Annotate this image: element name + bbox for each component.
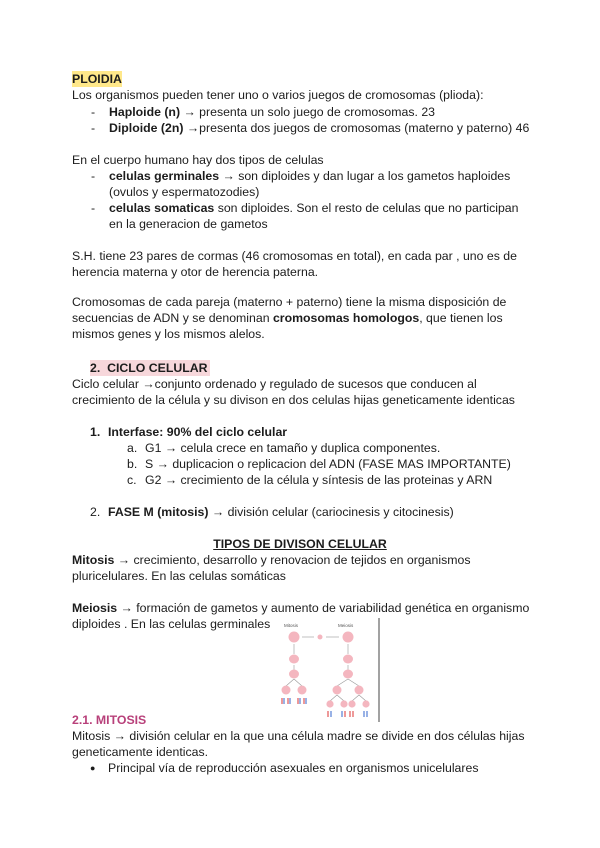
term-germinales: celulas germinales [109, 169, 220, 183]
cell-icon [343, 632, 354, 643]
tipos-meiosis-line-1 [72, 600, 529, 616]
mitosis-section-line-2: geneticamente identicas. [72, 745, 209, 759]
fasem-number: 2. [90, 505, 101, 519]
fasem-item [108, 504, 454, 520]
ploidia-heading: PLOIDIA [72, 72, 122, 86]
cell-icon [318, 635, 323, 640]
list-marker: - [91, 169, 96, 183]
cell-icon [362, 700, 369, 707]
cell-icon [289, 632, 300, 643]
list-marker: - [91, 105, 96, 119]
connector-line [352, 695, 359, 701]
list-marker: - [91, 121, 96, 135]
ciclo-line-2: crecimiento de la célula y su divison en dos celulas hijas geneticamente identicas [72, 393, 515, 407]
phase-s: S → duplicacion o replicacion del ADN (FASE MAS IMPORTANTE) [145, 457, 511, 471]
mitosis-section-line-1: Mitosis → división celular en la que una célula madre se divide en dos células hijas [72, 729, 525, 743]
phase-marker: a. [127, 441, 138, 455]
ploidia-intro: Los organismos pueden tener uno o varios juegos de cromosomas (plioda): [72, 88, 484, 102]
homologos-pre: secuencias de ADN y se denominan [72, 311, 273, 325]
term-diploide: Diploide (2n) [109, 121, 184, 135]
cell-icon [340, 700, 347, 707]
somaticas-desc: son diploides. Son el resto de celulas que no participan [214, 201, 519, 215]
fasem-label: FASE M (mitosis) [108, 505, 209, 519]
ciclo-line-1: Ciclo celular →conjunto ordenado y regulado de sucesos que conducen al [72, 377, 477, 391]
connector-line [359, 695, 366, 701]
connector-line [330, 695, 337, 701]
list-item-haploide [109, 104, 435, 120]
list-item-diploide [109, 120, 529, 136]
diagram-right-label: Meiosis [338, 623, 354, 628]
mitosis-bullet: Principal vía de reproducción asexuales en organismos unicelulares [108, 761, 479, 775]
mitosis-meiosis-diagram [268, 618, 380, 722]
somaticas-cont: en la generacion de gametos [109, 217, 268, 231]
cell-icon [343, 655, 353, 664]
cell-icon [348, 700, 355, 707]
sh-line-1: S.H. tiene 23 pares de cormas (46 cromosomas en total), en cada par , uno es de [72, 249, 517, 263]
cell-icon [355, 686, 364, 695]
cell-icon [333, 686, 342, 695]
haploide-desc: → presenta un solo juego de cromosomas. 23 [180, 105, 436, 119]
homologos-line-3: mismos genes y los mismos alelos. [72, 327, 265, 341]
germinales-desc: → son diploides y dan lugar a los gametos haploides [219, 169, 511, 183]
connector-line [286, 679, 294, 686]
homologos-post: , que tienen los [419, 311, 503, 325]
meiosis-desc: → formación de gametos y aumento de variabilidad genética en organismo [117, 601, 530, 615]
connector-line [337, 695, 344, 701]
sh-line-2: herencia materna y otor de herencia paterna. [72, 265, 319, 279]
cell-icon [326, 700, 333, 707]
list-item-somaticas [109, 200, 519, 216]
germinales-cont: (ovulos y espermatozodies) [109, 185, 260, 199]
connector-line [294, 679, 302, 686]
term-somaticas: celulas somaticas [109, 201, 215, 215]
fasem-desc: → división celular (cariocinesis y citocinesis) [208, 505, 454, 519]
phase-marker: b. [127, 457, 138, 471]
cell-icon [298, 686, 307, 695]
cell-icon [343, 670, 353, 679]
cell-icon [282, 686, 291, 695]
tipos-meiosis-line-2: diploides . En las celulas germinales [72, 617, 271, 631]
cells-intro: En el cuerpo humano hay dos tipos de celulas [72, 153, 324, 167]
mitosis-desc: → crecimiento, desarrollo y renovacion de tejidos en organismos [114, 553, 471, 567]
ciclo-title: CICLO CELULAR [107, 361, 208, 375]
homologos-line-2 [72, 310, 503, 326]
phase-marker: c. [127, 473, 137, 487]
list-item-germinales [109, 168, 510, 184]
connector-line [348, 679, 359, 686]
tipos-mitosis-line-2: pluricelulares. En las celulas somáticas [72, 569, 286, 583]
tipos-mitosis-line-1 [72, 552, 470, 568]
list-marker: - [91, 201, 96, 215]
term-meiosis: Meiosis [72, 601, 118, 615]
cell-icon [289, 670, 299, 679]
ciclo-number: 2. [90, 361, 101, 375]
interfase-label: Interfase: 90% del ciclo celular [108, 425, 288, 439]
phase-g1: G1 → celula crece en tamaño y duplica componentes. [145, 441, 441, 455]
interfase-number: 1. [90, 425, 101, 439]
connector-line [337, 679, 348, 686]
homologos-line-1: Cromosomas de cada pareja (materno + paterno) tiene la misma disposición de [72, 295, 507, 309]
diploide-desc: →presenta dos juegos de cromosomas (materno y paterno) 46 [183, 121, 530, 135]
phase-g2: G2 → crecimiento de la célula y síntesis de las proteinas y ARN [145, 473, 493, 487]
diagram-left-label: Mitosis [284, 623, 299, 628]
bullet-icon: ● [90, 763, 96, 773]
term-homologos: cromosomas homologos [272, 311, 420, 325]
diagram-svg [268, 618, 380, 722]
chromosome-marks [282, 698, 367, 717]
mitosis-section-heading: 2.1. MITOSIS [72, 713, 147, 727]
term-mitosis: Mitosis [72, 553, 115, 567]
term-haploide: Haploide (n) [109, 105, 181, 119]
ciclo-heading [90, 360, 210, 376]
cell-icon [289, 655, 299, 664]
tipos-heading: TIPOS DE DIVISON CELULAR [213, 537, 387, 551]
